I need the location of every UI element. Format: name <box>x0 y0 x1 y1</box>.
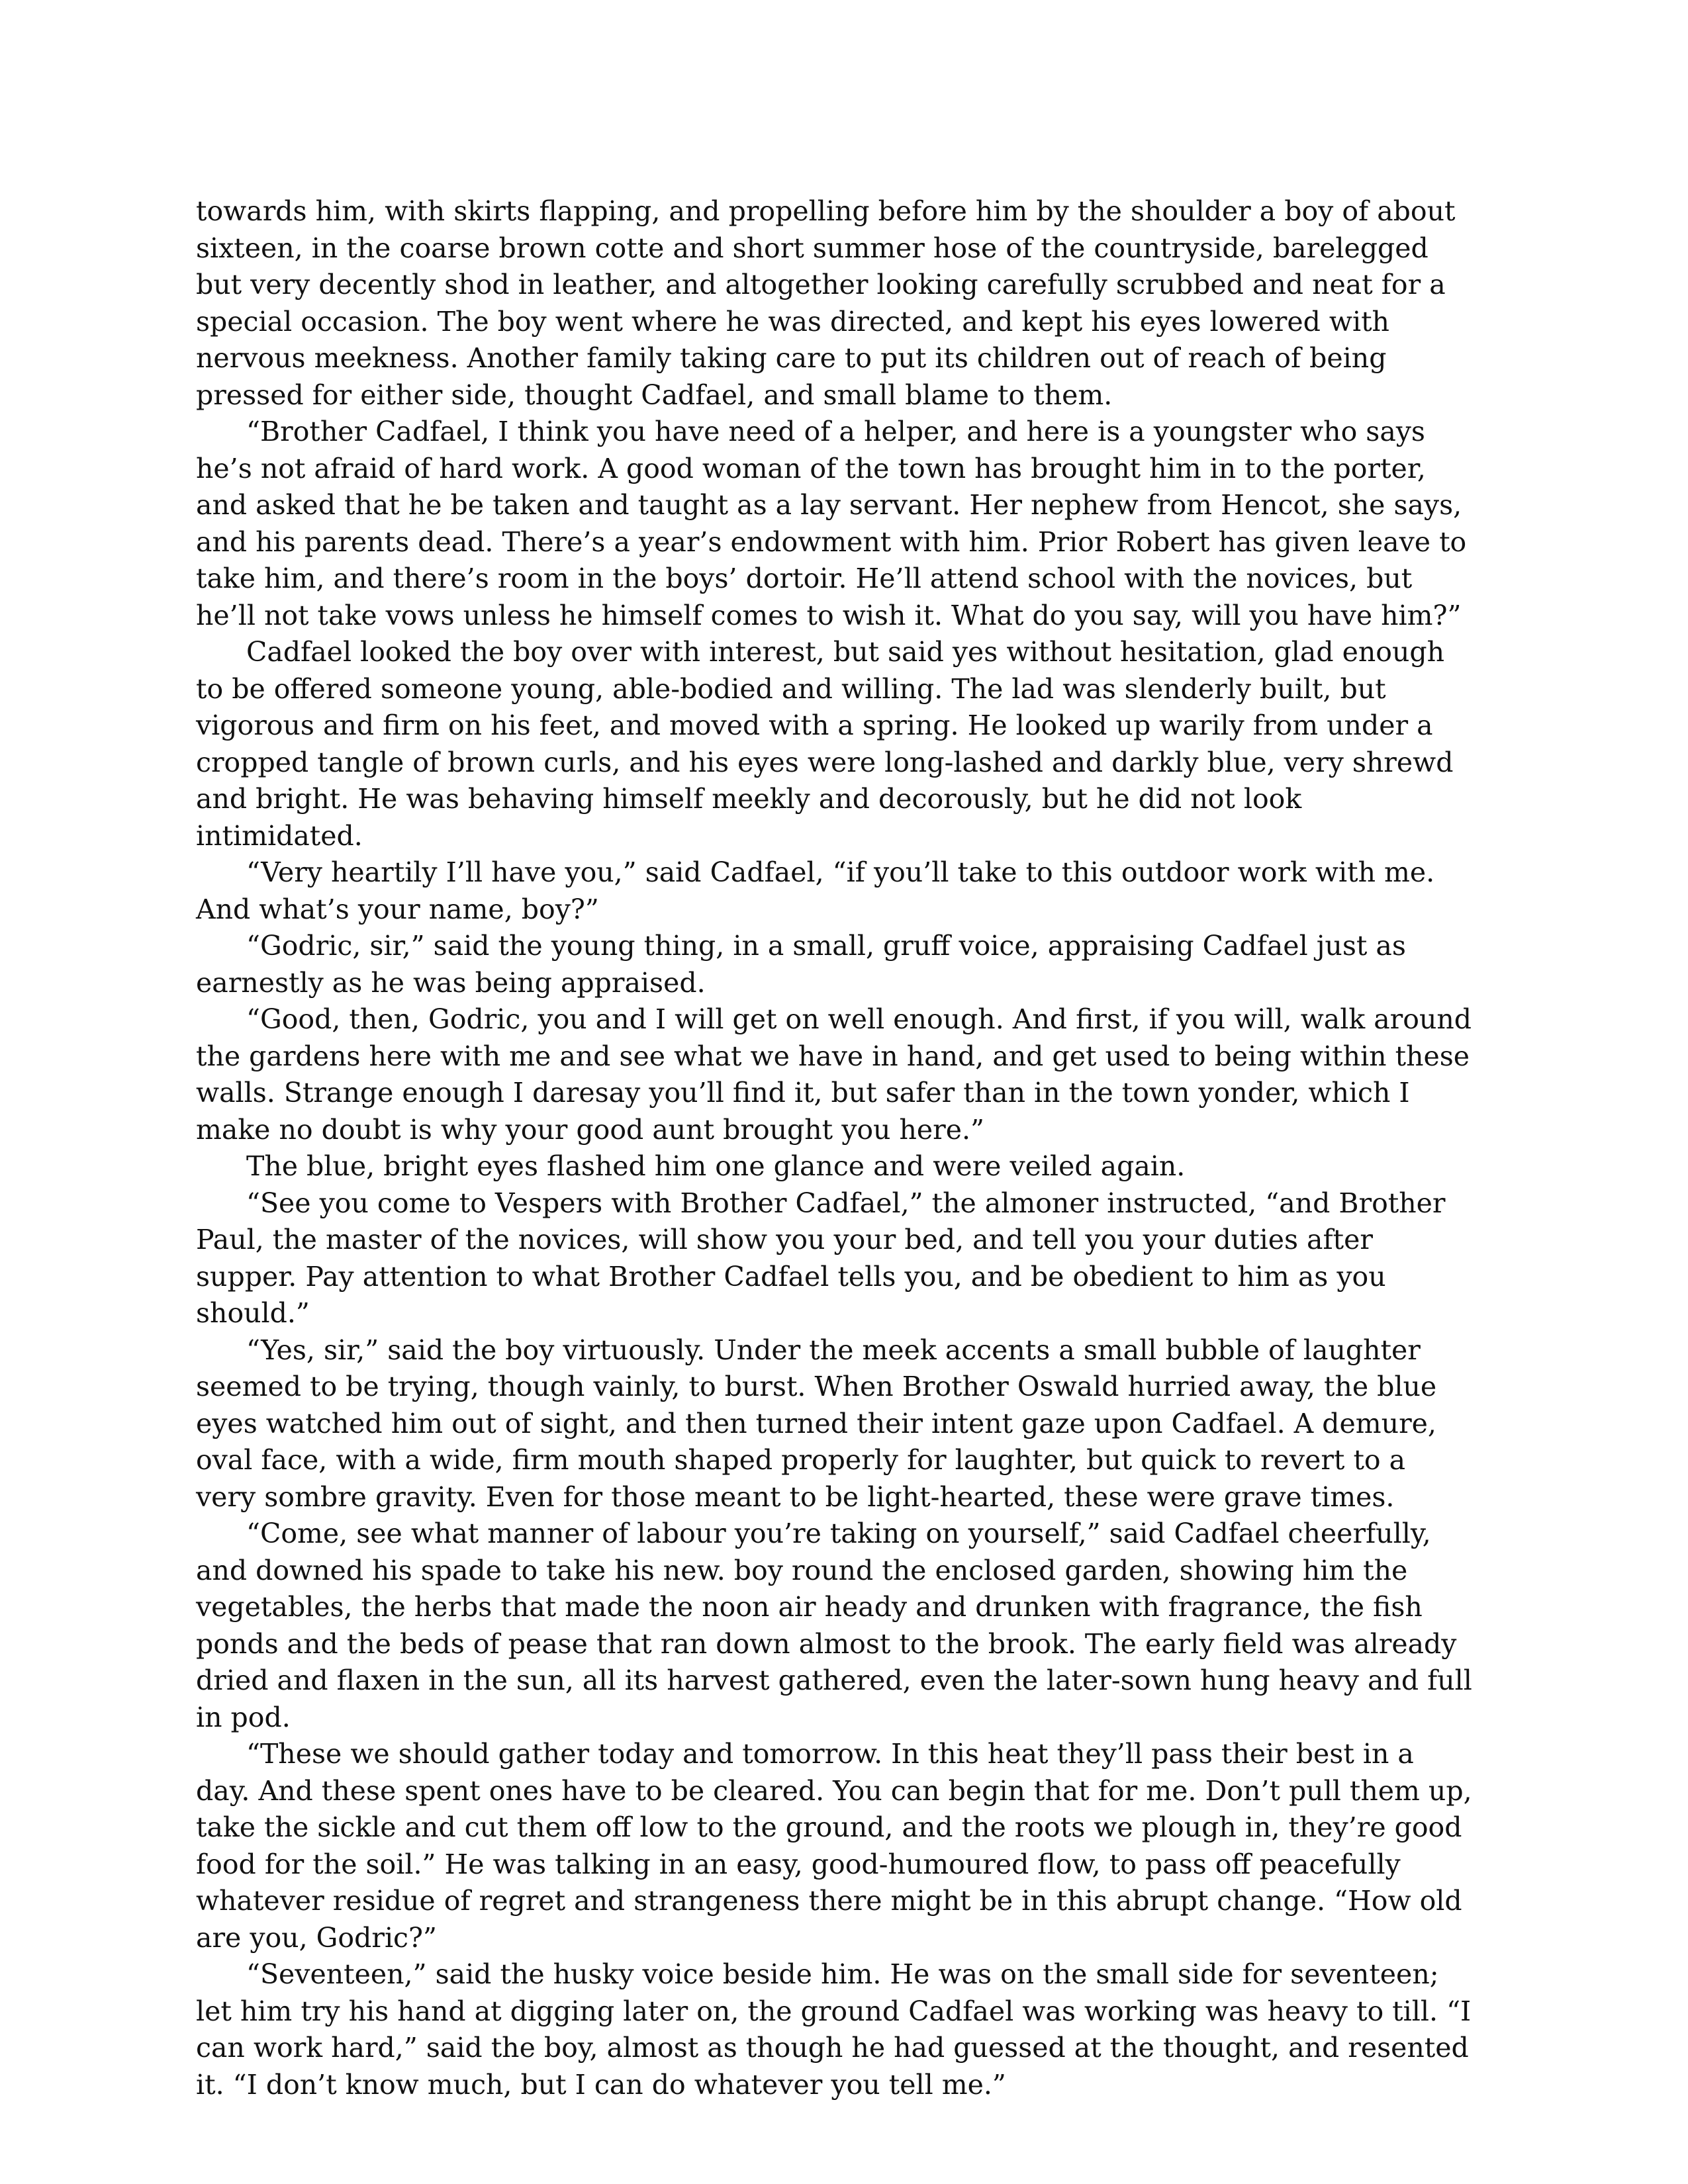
paragraph: “Yes, sir,” said the boy virtuously. Under the meek accents a small bubble of laughter seemed to be trying, though vainly, to burst. When Brother Oswald hurried away, the blue eyes watched him out of sight, and then turned their intent gaze upon Cadfael. A demure, oval face, with a wide, firm mouth shaped properly for laughter, but quick to revert to a very sombre gravity. Even for those meant to be light-hearted, these were grave times. <box>196 1334 1437 1513</box>
paragraph: “See you come to Vespers with Brother Cadfael,” the almoner instructed, “and Brother Paul, the master of the novices, will show you your bed, and tell you your duties after supper. Pay attention to what Brother Cadfael tells you, and be obedient to him as you should.” <box>196 1187 1446 1329</box>
paragraph: “Godric, sir,” said the young thing, in a small, gruff voice, appraising Cadfael just as earnestly as he was being appraised. <box>196 930 1406 999</box>
paragraph: towards him, with skirts flapping, and propelling before him by the shoulder a boy of about sixteen, in the coarse brown cotte and short summer hose of the countryside, barelegged but very decently shod in leather, and altogether looking carefully scrubbed and neat for a special occasion. The boy went where he was directed, and kept his eyes lowered with nervous meekness. Another family taking care to put its children out of reach of being pressed for either side, thought Cadfael, and small blame to them. <box>196 195 1456 411</box>
paragraph: “Good, then, Godric, you and I will get on well enough. And first, if you will, walk around the gardens here with me and see what we have in hand, and get used to being within these walls. Strange enough I daresay you’ll find it, but safer than in the town yonder, which I make no doubt is why your good aunt brought you here.” <box>196 1003 1472 1146</box>
paragraph: The blue, bright eyes flashed him one glance and were veiled again. <box>246 1150 1186 1182</box>
paragraph: “Seventeen,” said the husky voice beside him. He was on the small side for seventeen; let him try his hand at digging later on, the ground Cadfael was working was heavy to till. “I can work hard,” said the boy, almost as though he had guessed at the thought, and resented it. “I don’t know much, but I can do whatever you tell me.” <box>196 1958 1472 2101</box>
paragraph: Cadfael looked the boy over with interest, but said yes without hesitation, glad enough to be offered someone young, able-bodied and willing. The lad was slenderly built, but vigorous and firm on his feet, and moved with a spring. He looked up warily from under a cropped tangle of brown curls, and his eyes were long-lashed and darkly blue, very shrewd and bright. He was behaving himself meekly and decorously, but he did not look intimidated. <box>196 636 1454 852</box>
body-text <box>196 193 1474 2103</box>
paragraph: “Very heartily I’ll have you,” said Cadfael, “if you’ll take to this outdoor work with me. And what’s your name, boy?” <box>196 856 1435 925</box>
paragraph: “These we should gather today and tomorrow. In this heat they’ll pass their best in a day. And these spent ones have to be cleared. You can begin that for me. Don’t pull them up, take the sickle and cut them off low to the ground, and the roots we plough in, they’re good food for the soil.” He was talking in an easy, good-humoured flow, to pass off peacefully whatever residue of regret and strangeness there might be in this abrupt change. “How old are you, Godric?” <box>196 1738 1472 1954</box>
paragraph: “Come, see what manner of labour you’re taking on yourself,” said Cadfael cheerfully, and downed his spade to take his new. boy round the enclosed garden, showing him the vegetables, the herbs that made the noon air heady and drunken with fragrance, the fish ponds and the beds of pease that ran down almost to the brook. The early field was already dried and flaxen in the sun, all its harvest gathered, even the later-sown hung heavy and full in pod. <box>196 1518 1472 1733</box>
paragraph: “Brother Cadfael, I think you have need of a helper, and here is a youngster who says he’s not afraid of hard work. A good woman of the town has brought him in to the porter, and asked that he be taken and taught as a lay servant. Her nephew from Hencot, she says, and his parents dead. There’s a year’s endowment with him. Prior Robert has given leave to take him, and there’s room in the boys’ dortoir. He’ll attend school with the novices, but he’ll not take vows unless he himself comes to wish it. What do you say, will you have him?” <box>196 416 1467 631</box>
